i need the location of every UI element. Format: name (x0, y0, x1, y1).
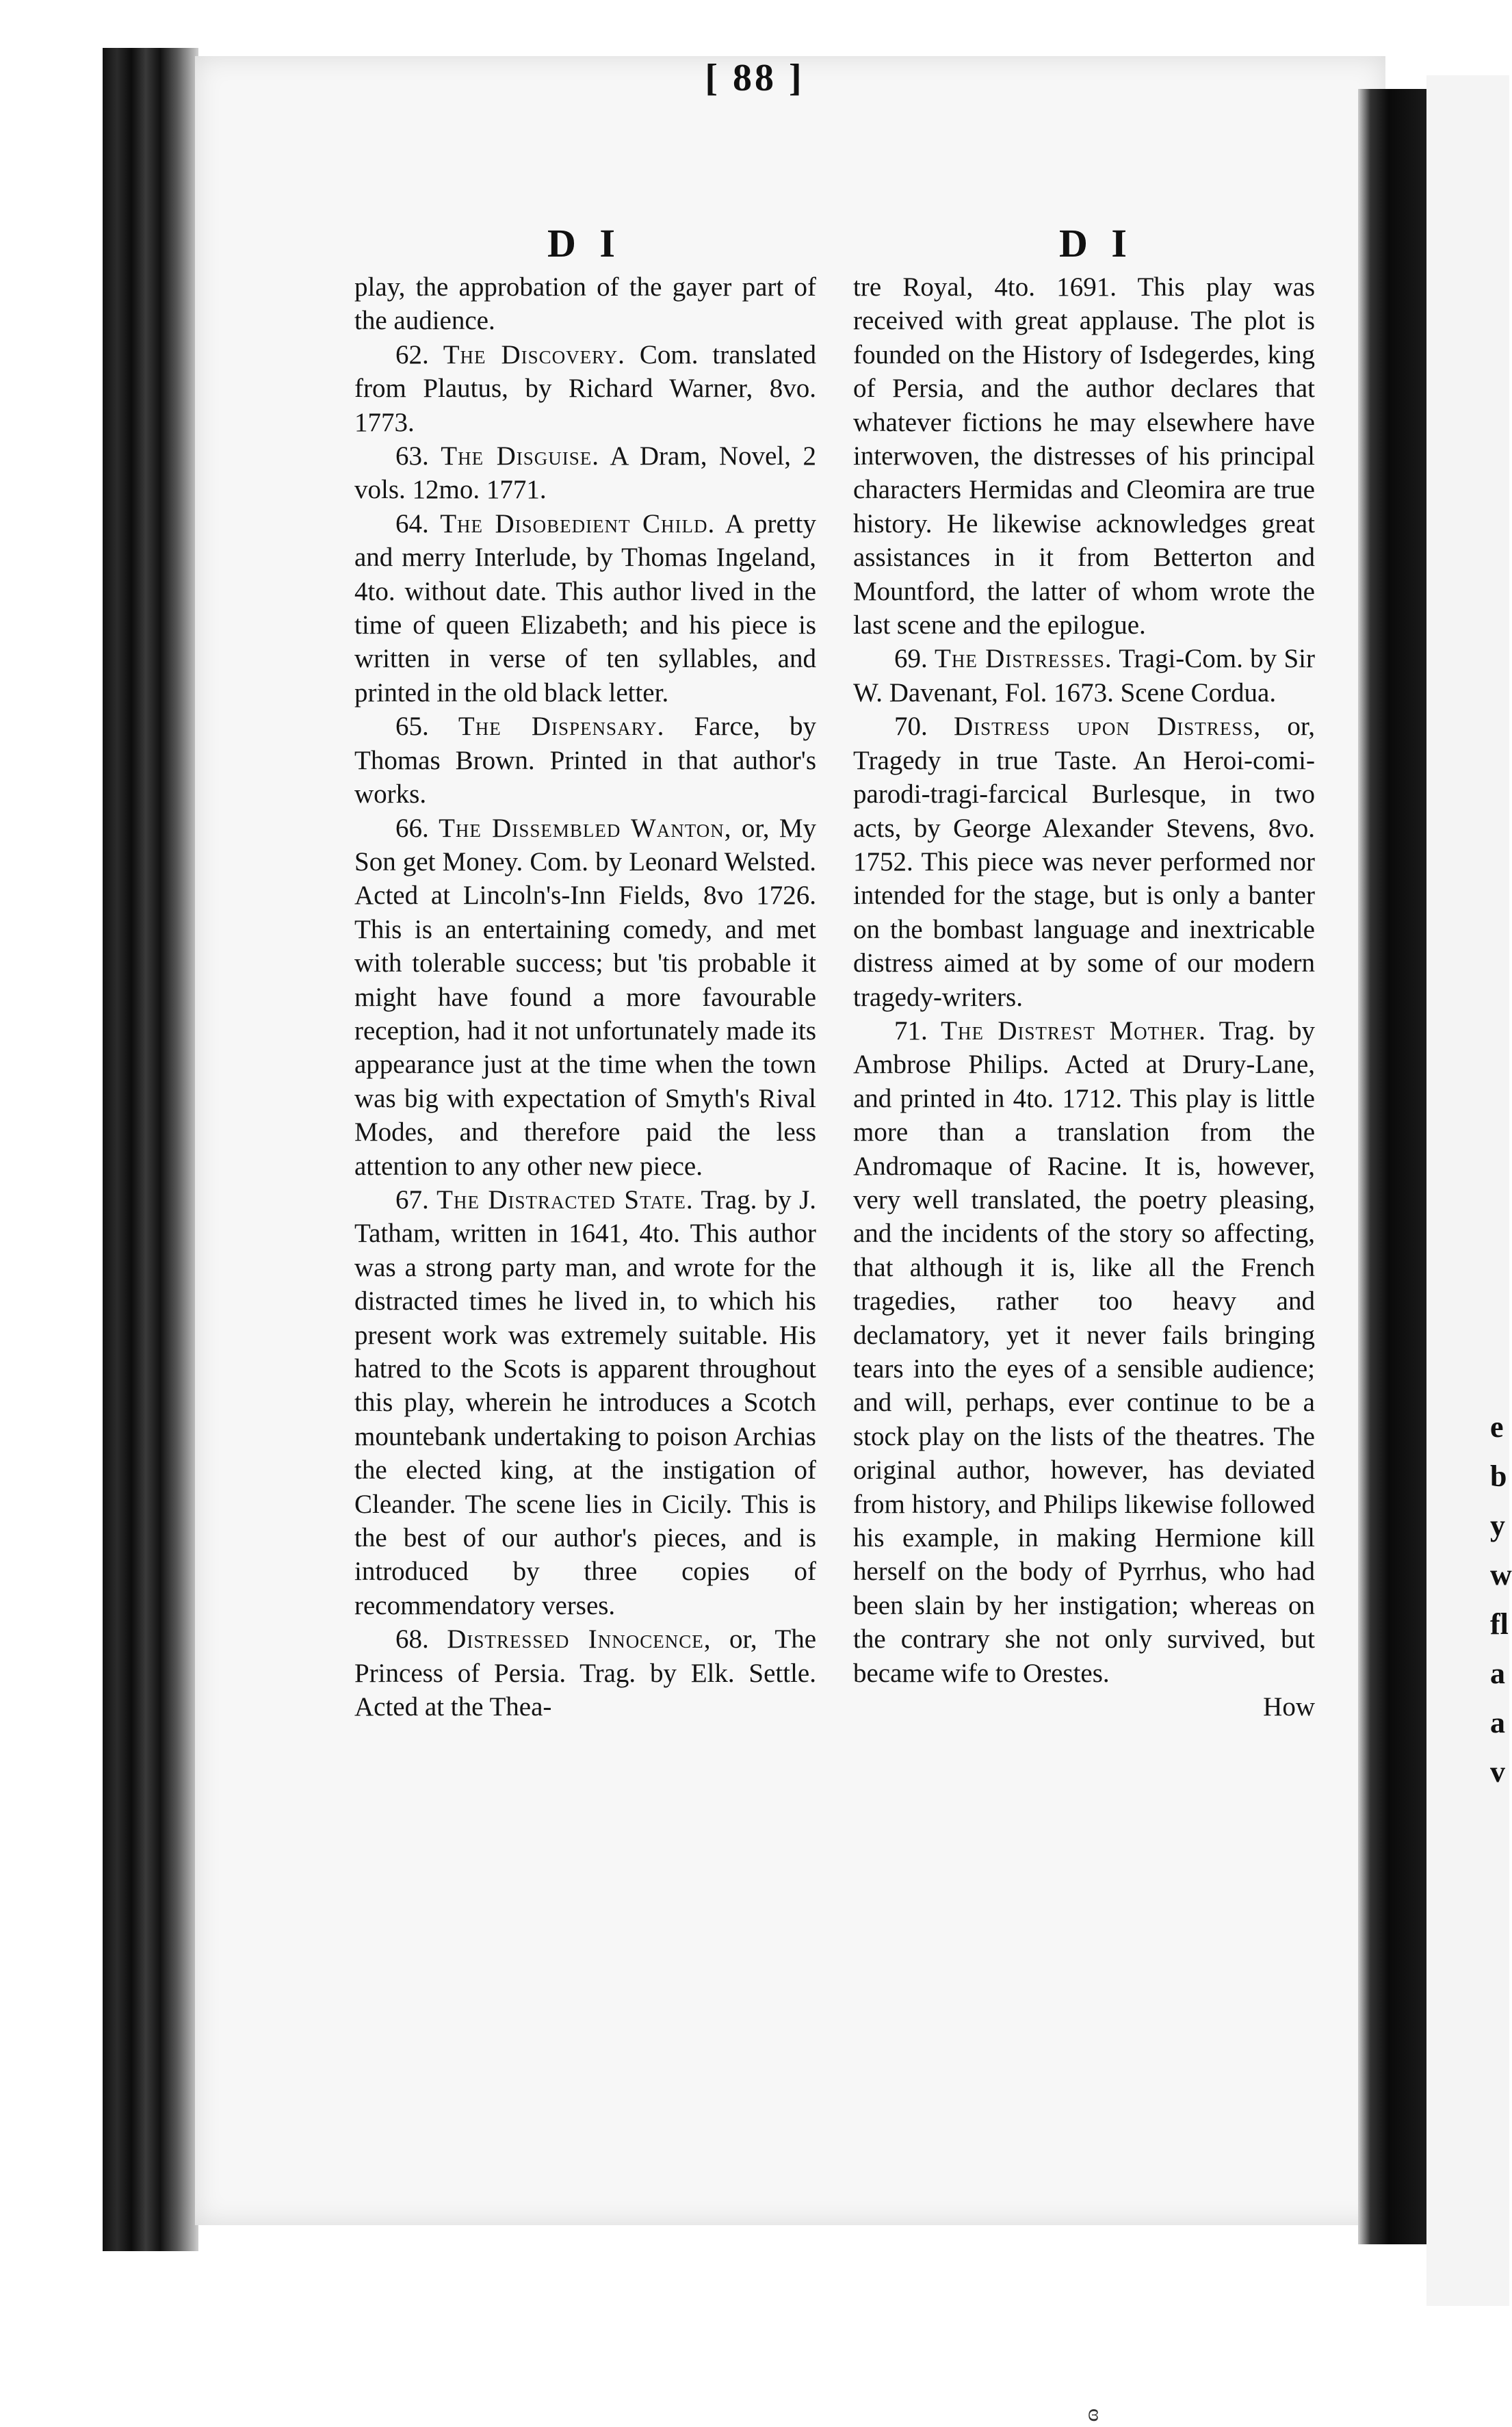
page-number: [ 88 ] (705, 57, 805, 99)
entry-number: 71. (894, 1015, 941, 1046)
catalog-entry (354, 1622, 816, 1724)
right-text-column (853, 270, 1315, 1724)
bottom-mark: ɞ (1088, 2399, 1099, 2426)
entry-title: The Distresses. (935, 644, 1112, 674)
entry-title: The Discovery. (443, 339, 625, 369)
book-gutter-right (1358, 89, 1426, 2244)
entry-title: The Dispensary. (458, 712, 665, 742)
left-text-column (354, 270, 816, 1724)
catalog-entry (354, 338, 816, 439)
entry-description: Com. translated from Plautus, by Richard Warner, 8vo. 1773. (354, 339, 816, 437)
catalog-entry (853, 1014, 1315, 1690)
entry-title: The Distrest Mother. (941, 1015, 1206, 1046)
entry-number: 66. (395, 813, 439, 843)
entry-alt-title: or, The Princess of Persia. (354, 1624, 817, 1688)
entry-description: Trag. by Elk. Settle. Acted at the Thea- (354, 1658, 816, 1722)
entry-number: 63. (395, 441, 441, 471)
catalog-entry (853, 642, 1315, 710)
entry-number: 68. (395, 1624, 447, 1654)
entry-number: 67. (395, 1184, 437, 1215)
catalog-entry (354, 1183, 816, 1622)
book-binding-left (103, 48, 198, 2251)
entry-title: Distress upon Distress, (953, 712, 1262, 742)
fragment-letter: a (1490, 1706, 1505, 1739)
entry-title: The Disguise. (441, 441, 600, 471)
entry-number: 65. (395, 712, 458, 742)
entry-number: 69. (894, 644, 935, 674)
fragment-letter: b (1490, 1459, 1507, 1493)
entry-alt-title: or, My Son get Money. (354, 813, 816, 877)
entry-description: Tragi-Com. by Sir W. Davenant, Fol. 1673. Scene Cordua. (853, 644, 1315, 708)
entry-description: Trag. by Ambrose Philips. Acted at Drury-Lane, and printed in 4to. 1712. This play is little more than a translation from the Andromaque of Racine. It is, however, very well translated, the poetry pleasing, and the incidents of the story so affecting, that although it is, like all the French tragedies, rather too heavy and declamatory, yet it never fails bringing tears into the eyes of a sensible audience; and will, perhaps, ever continue to be a stock play on the lists of the theatres. The original author, however, has deviated from history, and Philips likewise followed his example, in making Hermione kill herself on the body of Pyrrhus, who had been slain by her instigation; whereas on the contrary she not only survived, but became wife to Orestes. (853, 1015, 1315, 1688)
catalog-entry (853, 710, 1315, 1014)
facing-page-edge (1426, 75, 1512, 2306)
catalog-entry (354, 439, 816, 507)
catchword: How (1263, 1692, 1315, 1722)
entry-alt-title: or, Tragedy in true Taste. (853, 712, 1315, 775)
catalog-entry (354, 710, 816, 811)
fragment-letter: a (1490, 1657, 1505, 1690)
continued-paragraph: tre Royal, 4to. 1691. This play was received with great applause. The plot is founded on the History of Isdegerdes, king of Persia, and the author declares that whatever fictions he may elsewhere have interwoven, the distresses of his principal characters Hermidas and Cleomira are true history. He likewise acknowledges great assistances in it from Betterton and Mountford, the latter of whom wrote the last scene and the epilogue. (853, 272, 1315, 640)
entry-title: Distressed Innocence, (447, 1624, 712, 1654)
fragment-letter: e (1490, 1410, 1504, 1444)
entry-description: Farce, by Thomas Brown. Printed in that author's works. (354, 712, 817, 809)
entry-title: The Disobedient Child. (440, 508, 716, 538)
entry-description: A Dram, Novel, 2 vols. 12mo. 1771. (354, 441, 817, 505)
entry-description: An Heroi-comi-parodi-tragi-farcical Burlesque, in two acts, by George Alexander Stevens, 8vo. 1752. This piece was never performed nor intended for the stage, but is only a banter on the bombast language and inextricable distress aimed at by some of our modern tragedy-writers. (853, 745, 1316, 1012)
facing-page-fragment (1490, 1403, 1512, 1797)
continued-paragraph: play, the approbation of the gayer part of the audience. (354, 272, 816, 336)
entry-number: 70. (894, 712, 954, 742)
entry-title: The Distracted State. (436, 1184, 694, 1215)
fragment-letter: w (1490, 1558, 1512, 1592)
fragment-letter: y (1490, 1509, 1505, 1542)
running-head-left: D I (547, 221, 622, 265)
catalog-entry (354, 507, 816, 710)
entry-number: 62. (395, 339, 443, 369)
fragment-letter: fl (1490, 1607, 1509, 1641)
entry-number: 64. (395, 508, 441, 538)
entry-description: Com. by Leonard Welsted. Acted at Lincoln's-Inn Fields, 8vo 1726. This is an entertaining comedy, and met with tolerable success; but 'tis probable it might have found a more favourable reception, had it not unfortunately made its appearance just at the time when the town was big with expectation of Smyth's Rival Modes, and therefore paid the less attention to any other new piece. (354, 846, 816, 1181)
running-head-right: D I (1059, 221, 1134, 265)
entry-description: A pretty and merry Interlude, by Thomas Ingeland, 4to. without date. This author lived in the time of queen Elizabeth; and his piece is written in verse of ten syllables, and printed in the old black letter. (354, 508, 817, 708)
catalog-entry (354, 812, 816, 1183)
entry-description: Trag. by J. Tatham, written in 1641, 4to. This author was a strong party man, and wrote for the distracted times he lived in, to which his present work was extremely suitable. His hatred to the Scots is apparent throughout this play, wherein he introduces a Scotch mountebank undertaking to poison Archias the elected king, at the instigation of Cleander. The scene lies in Cicily. This is the best of our author's pieces, and is introduced by three copies of recommendatory verses. (354, 1184, 816, 1620)
entry-title: The Dissembled Wanton, (439, 813, 732, 843)
fragment-letter: v (1490, 1755, 1505, 1789)
